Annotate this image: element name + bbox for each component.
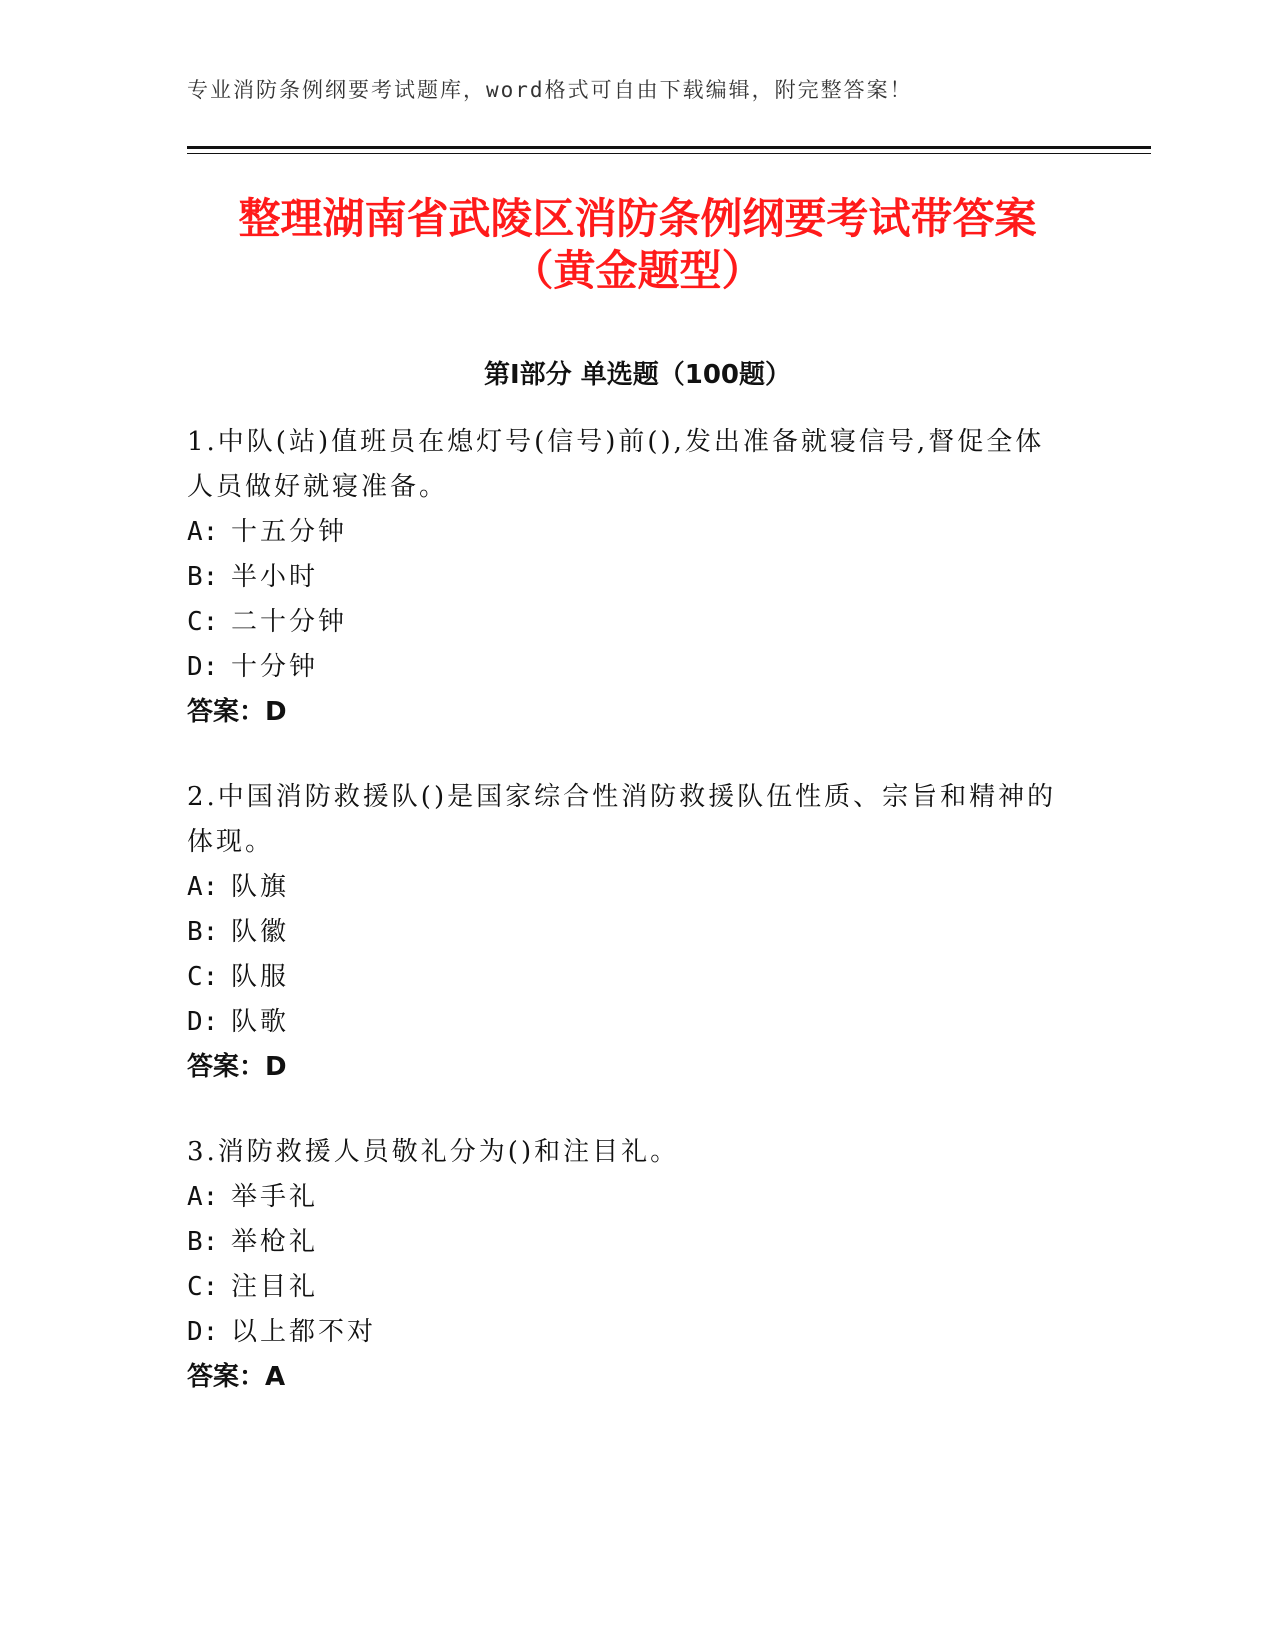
option-key: B: xyxy=(187,1227,219,1257)
option-key: A: xyxy=(187,872,219,902)
option-key: D: xyxy=(187,1007,219,1037)
option-key: D: xyxy=(187,1317,219,1347)
option-key: C: xyxy=(187,962,219,992)
option-a xyxy=(187,1175,1067,1220)
option-key: B: xyxy=(187,917,219,947)
option-text: 队徽 xyxy=(231,917,290,947)
option-text: 队服 xyxy=(231,962,290,992)
section-heading: 第Ⅰ部分 单选题（100题） xyxy=(484,360,791,390)
option-text: 十分钟 xyxy=(231,652,319,682)
question-1 xyxy=(187,420,1067,735)
option-b xyxy=(187,1220,1067,1265)
header-rule-thick xyxy=(187,146,1151,149)
question-stem: 3.消防救援人员敬礼分为()和注目礼。 xyxy=(187,1137,680,1167)
option-key: D: xyxy=(187,652,219,682)
question-stem: 2.中国消防救援队()是国家综合性消防救援队伍性质、宗旨和精神的体现。 xyxy=(187,782,1057,857)
option-text: 二十分钟 xyxy=(231,607,348,637)
header-rule-thin xyxy=(187,153,1151,154)
answer-line: 答案：D xyxy=(187,697,287,727)
option-d xyxy=(187,645,1067,690)
option-text: 十五分钟 xyxy=(231,517,348,547)
option-text: 队旗 xyxy=(231,872,290,902)
option-a xyxy=(187,510,1067,555)
option-text: 队歌 xyxy=(231,1007,290,1037)
option-b xyxy=(187,555,1067,600)
option-a xyxy=(187,865,1067,910)
header-note: 专业消防条例纲要考试题库，word格式可自由下载编辑，附完整答案！ xyxy=(187,78,913,102)
option-text: 注目礼 xyxy=(231,1272,319,1302)
document-title xyxy=(150,193,1125,297)
option-key: C: xyxy=(187,607,219,637)
option-text: 半小时 xyxy=(231,562,319,592)
option-text: 以上都不对 xyxy=(231,1317,377,1347)
option-c xyxy=(187,955,1067,1000)
option-text: 举枪礼 xyxy=(231,1227,319,1257)
option-d xyxy=(187,1310,1067,1355)
option-c xyxy=(187,1265,1067,1310)
option-text: 举手礼 xyxy=(231,1182,319,1212)
question-2 xyxy=(187,775,1067,1090)
question-stem: 1.中队(站)值班员在熄灯号(信号)前(),发出准备就寝信号,督促全体人员做好就寝准备。 xyxy=(187,427,1045,502)
option-d xyxy=(187,1000,1067,1045)
title-line-2: （黄金题型） xyxy=(511,246,764,295)
title-line-1: 整理湖南省武陵区消防条例纲要考试带答案 xyxy=(238,194,1037,243)
option-key: B: xyxy=(187,562,219,592)
option-key: A: xyxy=(187,517,219,547)
answer-line: 答案：D xyxy=(187,1052,287,1082)
option-c xyxy=(187,600,1067,645)
question-3 xyxy=(187,1130,1067,1400)
option-key: A: xyxy=(187,1182,219,1212)
answer-line: 答案：A xyxy=(187,1362,286,1392)
option-key: C: xyxy=(187,1272,219,1302)
option-b xyxy=(187,910,1067,955)
